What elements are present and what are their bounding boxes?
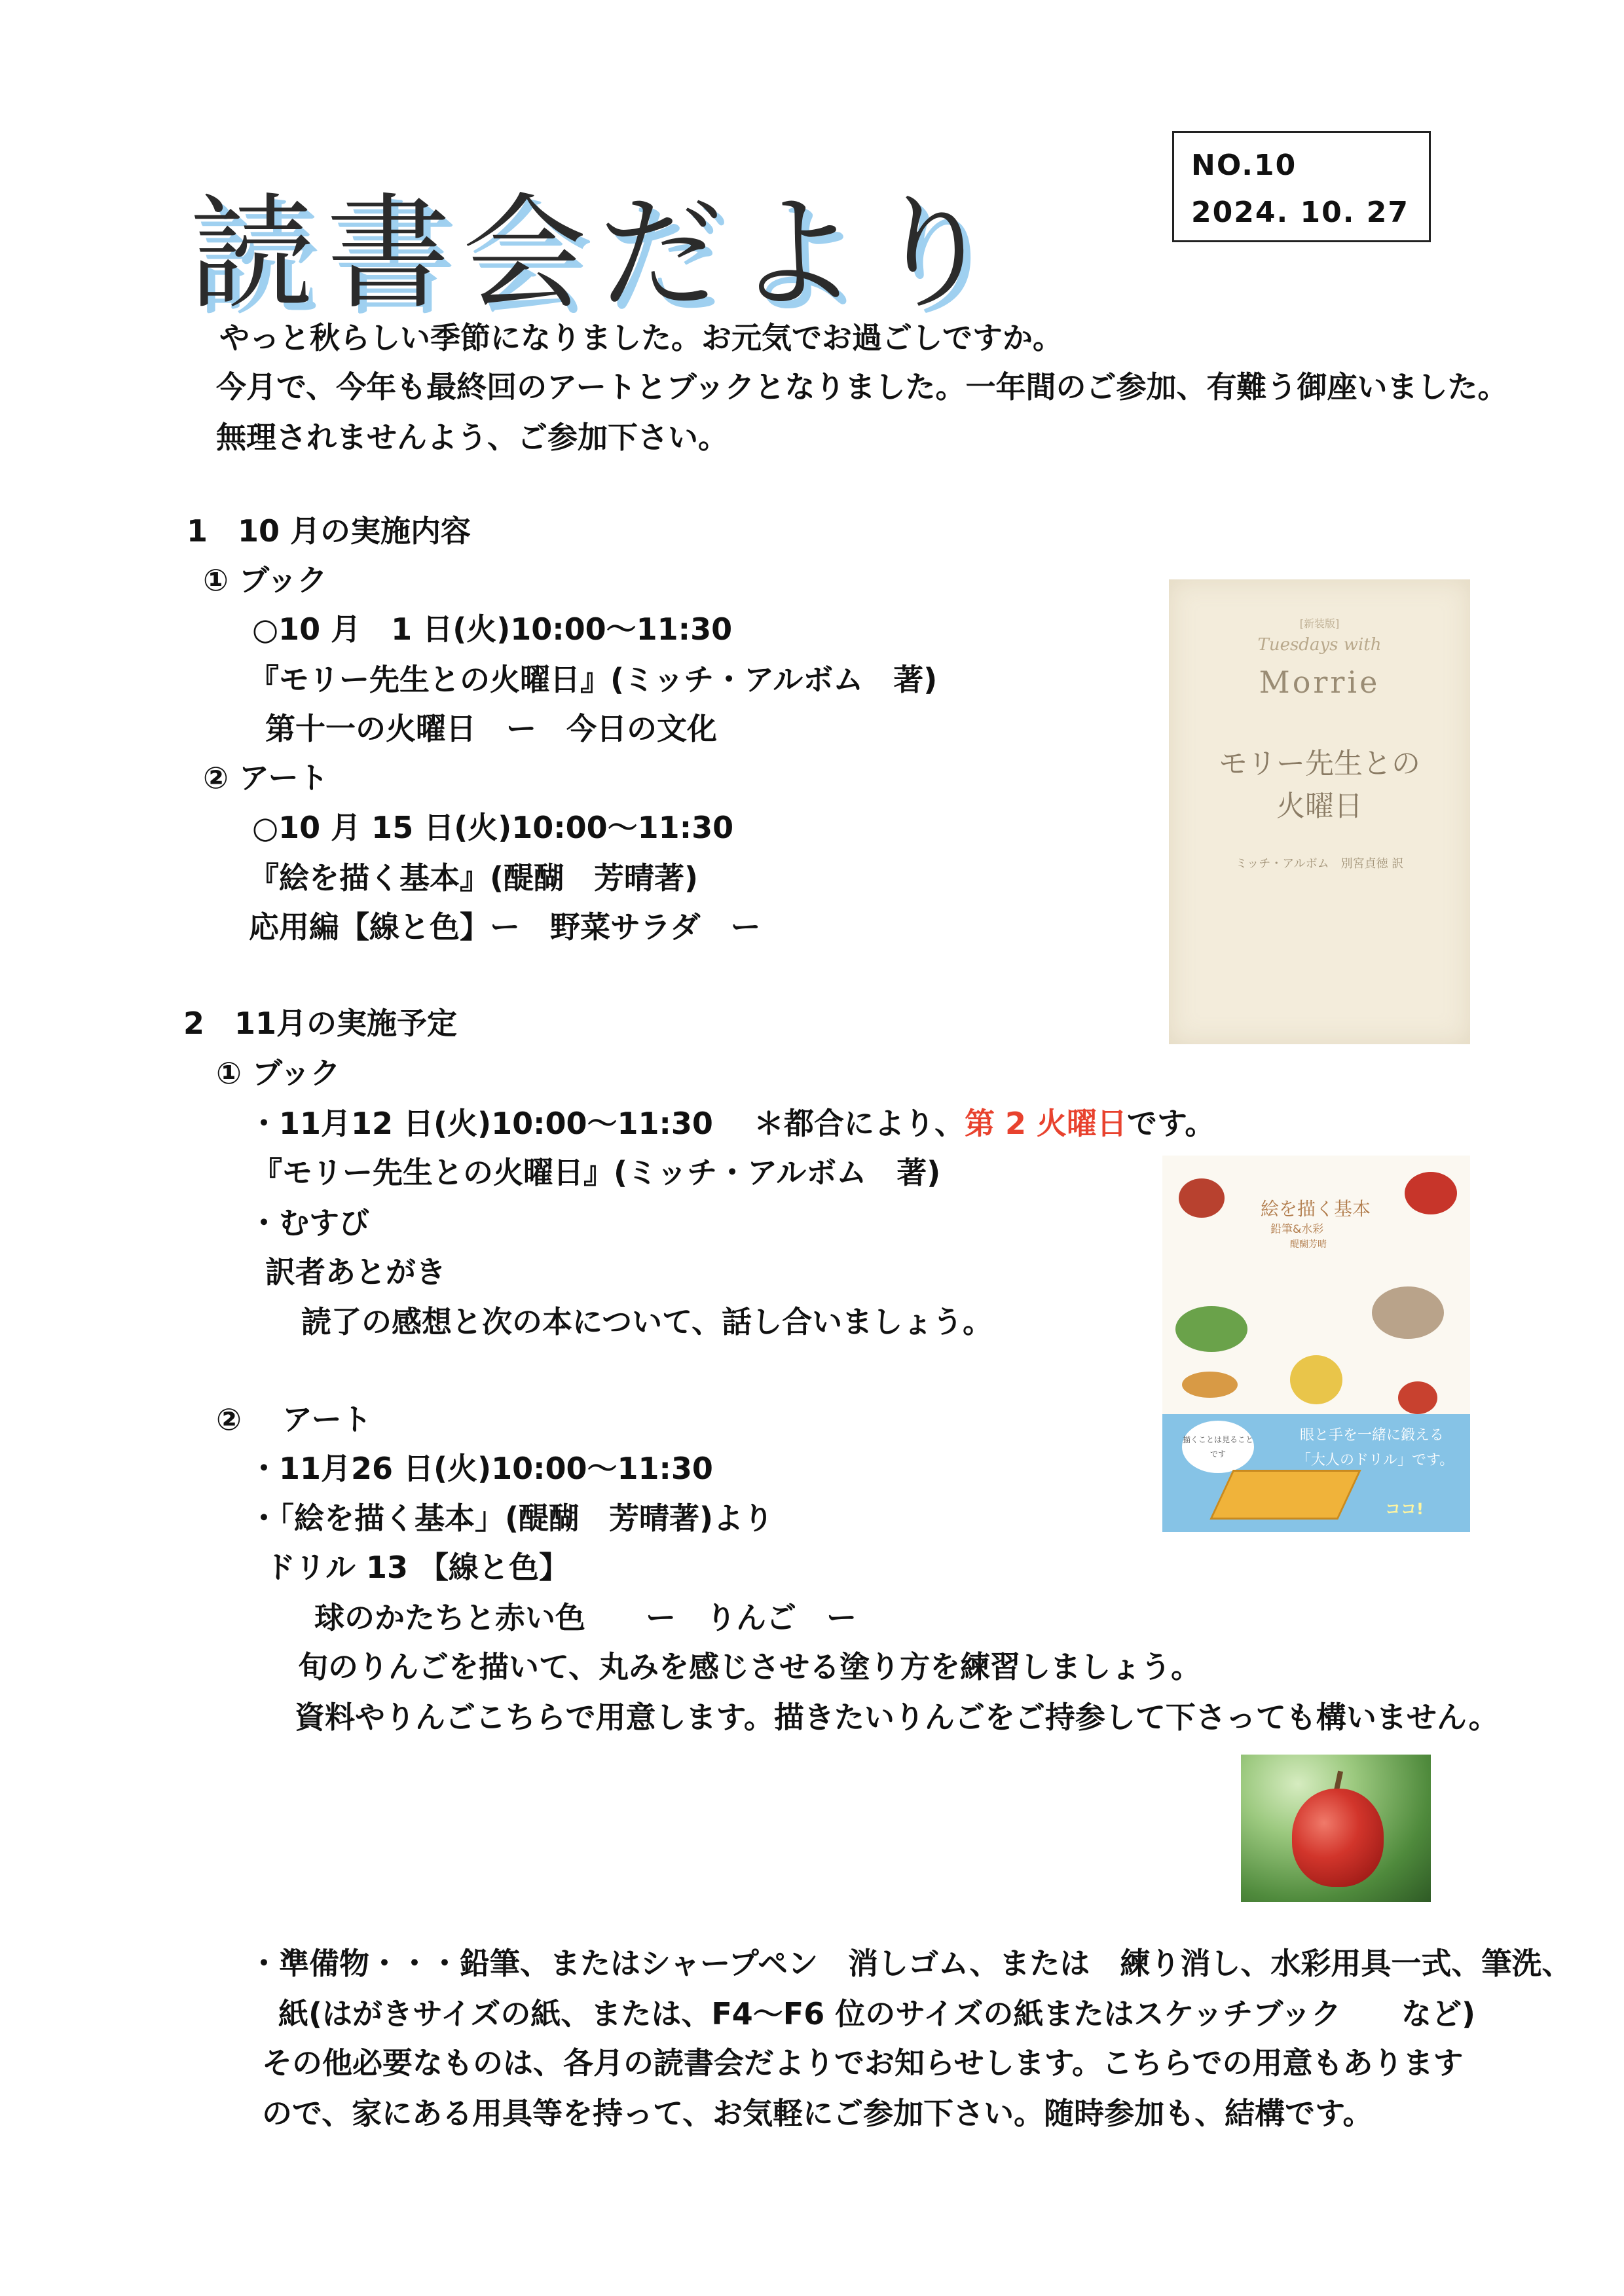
book2-title: 絵を描く基本: [1261, 1198, 1371, 1220]
section2-book-item-2: 訳者あとがき: [265, 1254, 446, 1290]
section1-book-chapter: 第十一の火曜日 ー 今日の文化: [265, 711, 717, 746]
section1-art-title: 『絵を描く基本』(醍醐 芳晴著): [249, 860, 699, 896]
bread-illustration: [1182, 1372, 1238, 1398]
section1-heading: 1 10 月の実施内容: [187, 513, 471, 549]
intro-line-3: 無理されませんよう、ご参加下さい。: [216, 420, 728, 455]
book2-drill-book-illustration: [1209, 1470, 1361, 1520]
book2-band-text-2: 「大人のドリル」です。: [1297, 1452, 1454, 1468]
section2-art-subject: 球のかたちと赤い色 ー りんご ー: [314, 1600, 857, 1635]
cat-illustration: [1372, 1286, 1444, 1339]
section2-art-source: ・「絵を描く基本」(醍醐 芳晴著)より: [249, 1501, 774, 1536]
issue-info-box: [1172, 131, 1431, 242]
book2-subtitle: 鉛筆&水彩: [1270, 1223, 1324, 1236]
book2-author: 醍醐芳晴: [1290, 1239, 1327, 1250]
section2-art-drill: ドリル 13 【線と色】: [265, 1550, 570, 1585]
book1-tag: [新装版]: [1299, 617, 1340, 630]
intro-line-1: やっと秋らしい季節になりました。お元気でお過ごしですか。: [219, 320, 1063, 355]
section2-art-desc-1: 旬のりんごを描いて、丸みを感じさせる塗り方を練習しましょう。: [298, 1649, 1202, 1685]
book1-en-title: Morrie: [1259, 665, 1380, 700]
section2-art-date: ・11月26 日(火)10:00～11:30: [249, 1451, 713, 1486]
book2-band-text-1: 眼と手を一緒に鍛える: [1300, 1427, 1445, 1444]
book1-en-subtitle: Tuesdays with: [1257, 635, 1382, 655]
book-cover-tuesdays-with-morrie: [1169, 579, 1470, 1044]
section2-book-date: [249, 1100, 1215, 1143]
section1-book-label: ① ブック: [203, 562, 327, 598]
section2-art-desc-2: 資料やりんごこちらで用意します。描きたいりんごをご持参して下さっても構いません。: [295, 1700, 1499, 1735]
book2-bubble: 描くことは見ることです: [1182, 1421, 1254, 1473]
section1-art-topic: 応用編【線と色】ー 野菜サラダ ー: [249, 909, 761, 945]
flowers-illustration: [1290, 1355, 1342, 1404]
section2-art-label: ② アート: [216, 1402, 372, 1437]
footer-line-1: ・準備物・・・鉛筆、またはシャープペン 消しゴム、または 練り消し、水彩用具一式、筆洗、: [249, 1946, 1572, 1981]
book1-author: ミッチ・アルボム 別宮貞徳 訳: [1235, 857, 1404, 871]
section1-book-date: ○10 月 1 日(火)10:00～11:30: [252, 611, 733, 647]
section1-art-label: ② アート: [203, 760, 329, 795]
apple-photo: [1241, 1755, 1431, 1902]
book1-jp-title-2: 火曜日: [1276, 790, 1363, 823]
section2-book-item-1: ・むすび: [249, 1205, 369, 1241]
footer-line-4: ので、家にある用具等を持って、お気軽にご参加下さい。随時参加も、結構です。: [262, 2096, 1373, 2131]
issue-number: NO.10: [1191, 149, 1297, 182]
section2-heading: 2 11月の実施予定: [183, 1006, 458, 1041]
intro-line-2: 今月で、今年も最終回のアートとブックとなりました。一年間のご参加、有難う御座いました。: [216, 369, 1508, 405]
section2-book-date-text: ・11月12 日(火)10:00～11:30 ＊都合により、: [249, 1106, 965, 1141]
book-cover-drawing-basics: [1162, 1156, 1470, 1532]
section1-book-title: 『モリー先生との火曜日』(ミッチ・アルボム 著): [249, 662, 938, 697]
section2-book-date-highlight: 第 2 火曜日: [964, 1106, 1127, 1141]
strawberries-illustration: [1405, 1172, 1457, 1214]
apple-fruit: [1292, 1789, 1384, 1887]
section2-book-note: 読了の感想と次の本について、話し合いましょう。: [301, 1304, 993, 1339]
section2-book-label: ① ブック: [216, 1055, 341, 1091]
berries-illustration: [1179, 1178, 1225, 1218]
issue-date: 2024. 10. 27: [1191, 196, 1409, 229]
section1-art-date: ○10 月 15 日(火)10:00～11:30: [252, 810, 734, 845]
salad-illustration: [1175, 1306, 1247, 1352]
newsletter-title: 読書会だより: [190, 181, 1008, 326]
footer-line-2: 紙(はがきサイズの紙、または、F4～F6 位のサイズの紙またはスケッチブック など): [278, 1996, 1476, 2032]
tomato-illustration: [1398, 1381, 1437, 1414]
section2-book-date-suffix: です。: [1127, 1106, 1215, 1141]
book1-jp-title-1: モリー先生との: [1219, 747, 1420, 780]
footer-line-3: その他必要なものは、各月の読書会だよりでお知らせします。こちらでの用意もあります: [262, 2045, 1464, 2081]
book2-band-text-3: ココ!: [1385, 1500, 1424, 1518]
section2-book-title: 『モリー先生との火曜日』(ミッチ・アルボム 著): [252, 1155, 941, 1190]
